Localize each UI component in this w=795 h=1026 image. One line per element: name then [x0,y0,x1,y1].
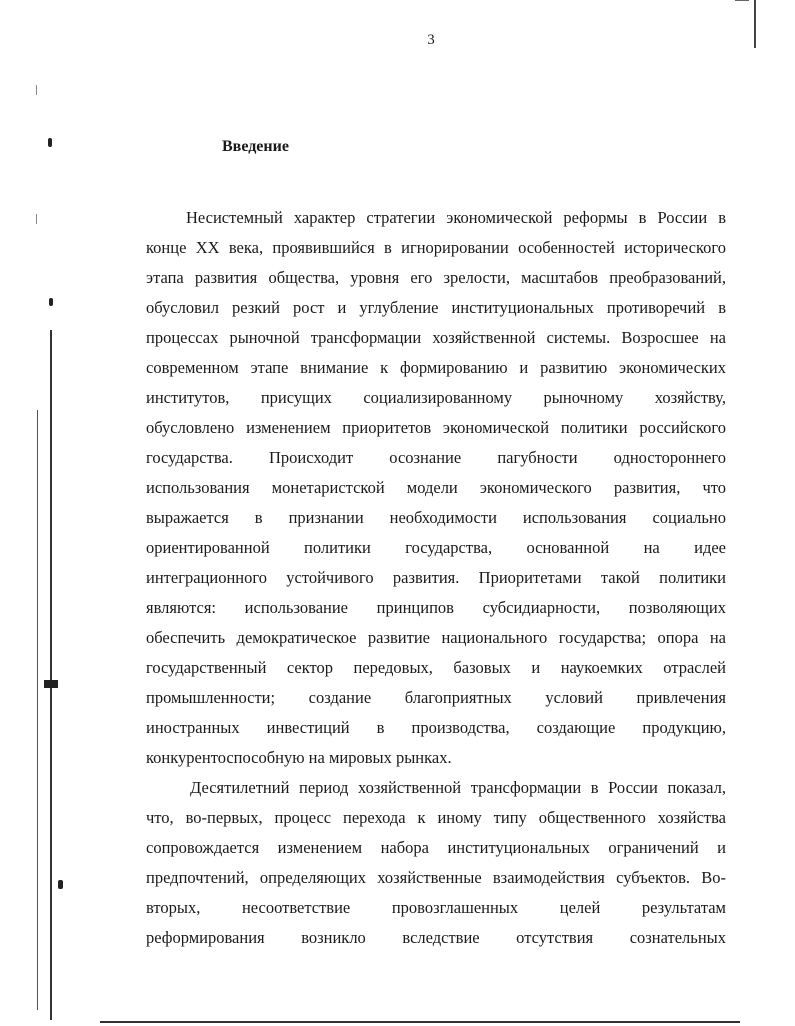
text-line: обусловил резкий рост и углубление институциональных противоречий в [146,298,726,317]
text-line: обусловлено изменением приоритетов экономической политики российского [146,418,726,437]
scan-mark [36,214,37,224]
text-line: предпочтений, определяющих хозяйственные взаимодействия субъектов. Во- [146,868,726,887]
text-line: институтов, присущих социализированному рыночному хозяйству, [146,388,726,407]
text-line: конце XX века, проявившийся в игнорировании особенностей исторического [146,238,726,257]
paragraph-2 [146,773,726,953]
text-line: этапа развития общества, уровня его зрелости, масштабов преобразований, [146,268,726,287]
text-line: иностранных инвестиций в производства, создающие продукцию, [146,718,726,737]
text-line: вторых, несоответствие провозглашенных целей результатам [146,898,726,917]
text-line: обеспечить демократическое развитие национального государства; опора на [146,628,726,647]
scan-bottom-line [100,1021,740,1023]
scan-mark [48,138,52,147]
text-line: промышленности; создание благоприятных условий привлечения [146,688,726,707]
text-line: Десятилетний период хозяйственной трансформации в России показал, [190,778,726,797]
text-line: интеграционного устойчивого развития. Приоритетами такой политики [146,568,726,587]
scan-mark [58,880,63,889]
page-number: 3 [427,32,435,48]
text-line: государственный сектор передовых, базовых и наукоемких отраслей [146,658,726,677]
text-line: реформирования возникло вследствие отсутствия сознательных [146,928,726,947]
scan-edge-line [37,410,38,1010]
text-line: ориентированной политики государства, основанной на идее [146,538,726,557]
text-line: сопровождается изменением набора институциональных ограничений и [146,838,726,857]
section-heading: Введение [222,138,289,155]
text-line: являются: использование принципов субсидиарности, позволяющих [146,598,726,617]
text-line: процессах рыночной трансформации хозяйственной системы. Возросшее на [146,328,726,347]
text-line: выражается в признании необходимости использования социально [146,508,726,527]
scan-edge-line [50,330,52,1020]
text-line: государства. Происходит осознание пагубности одностороннего [146,448,726,467]
paragraph-1 [146,203,726,773]
scan-edge-line [735,0,749,1]
text-line: что, во-первых, процесс перехода к иному типу общественного хозяйства [146,808,726,827]
scan-mark [44,680,58,688]
scan-mark [36,85,37,95]
text-line: Несистемный характер стратегии экономической реформы в России в [186,208,726,227]
text-line: использования монетаристской модели экономического развития, что [146,478,726,497]
scan-mark [49,298,53,306]
text-line: конкурентоспособную на мировых рынках. [146,748,452,767]
text-line: современном этапе внимание к формированию и развитию экономических [146,358,726,377]
